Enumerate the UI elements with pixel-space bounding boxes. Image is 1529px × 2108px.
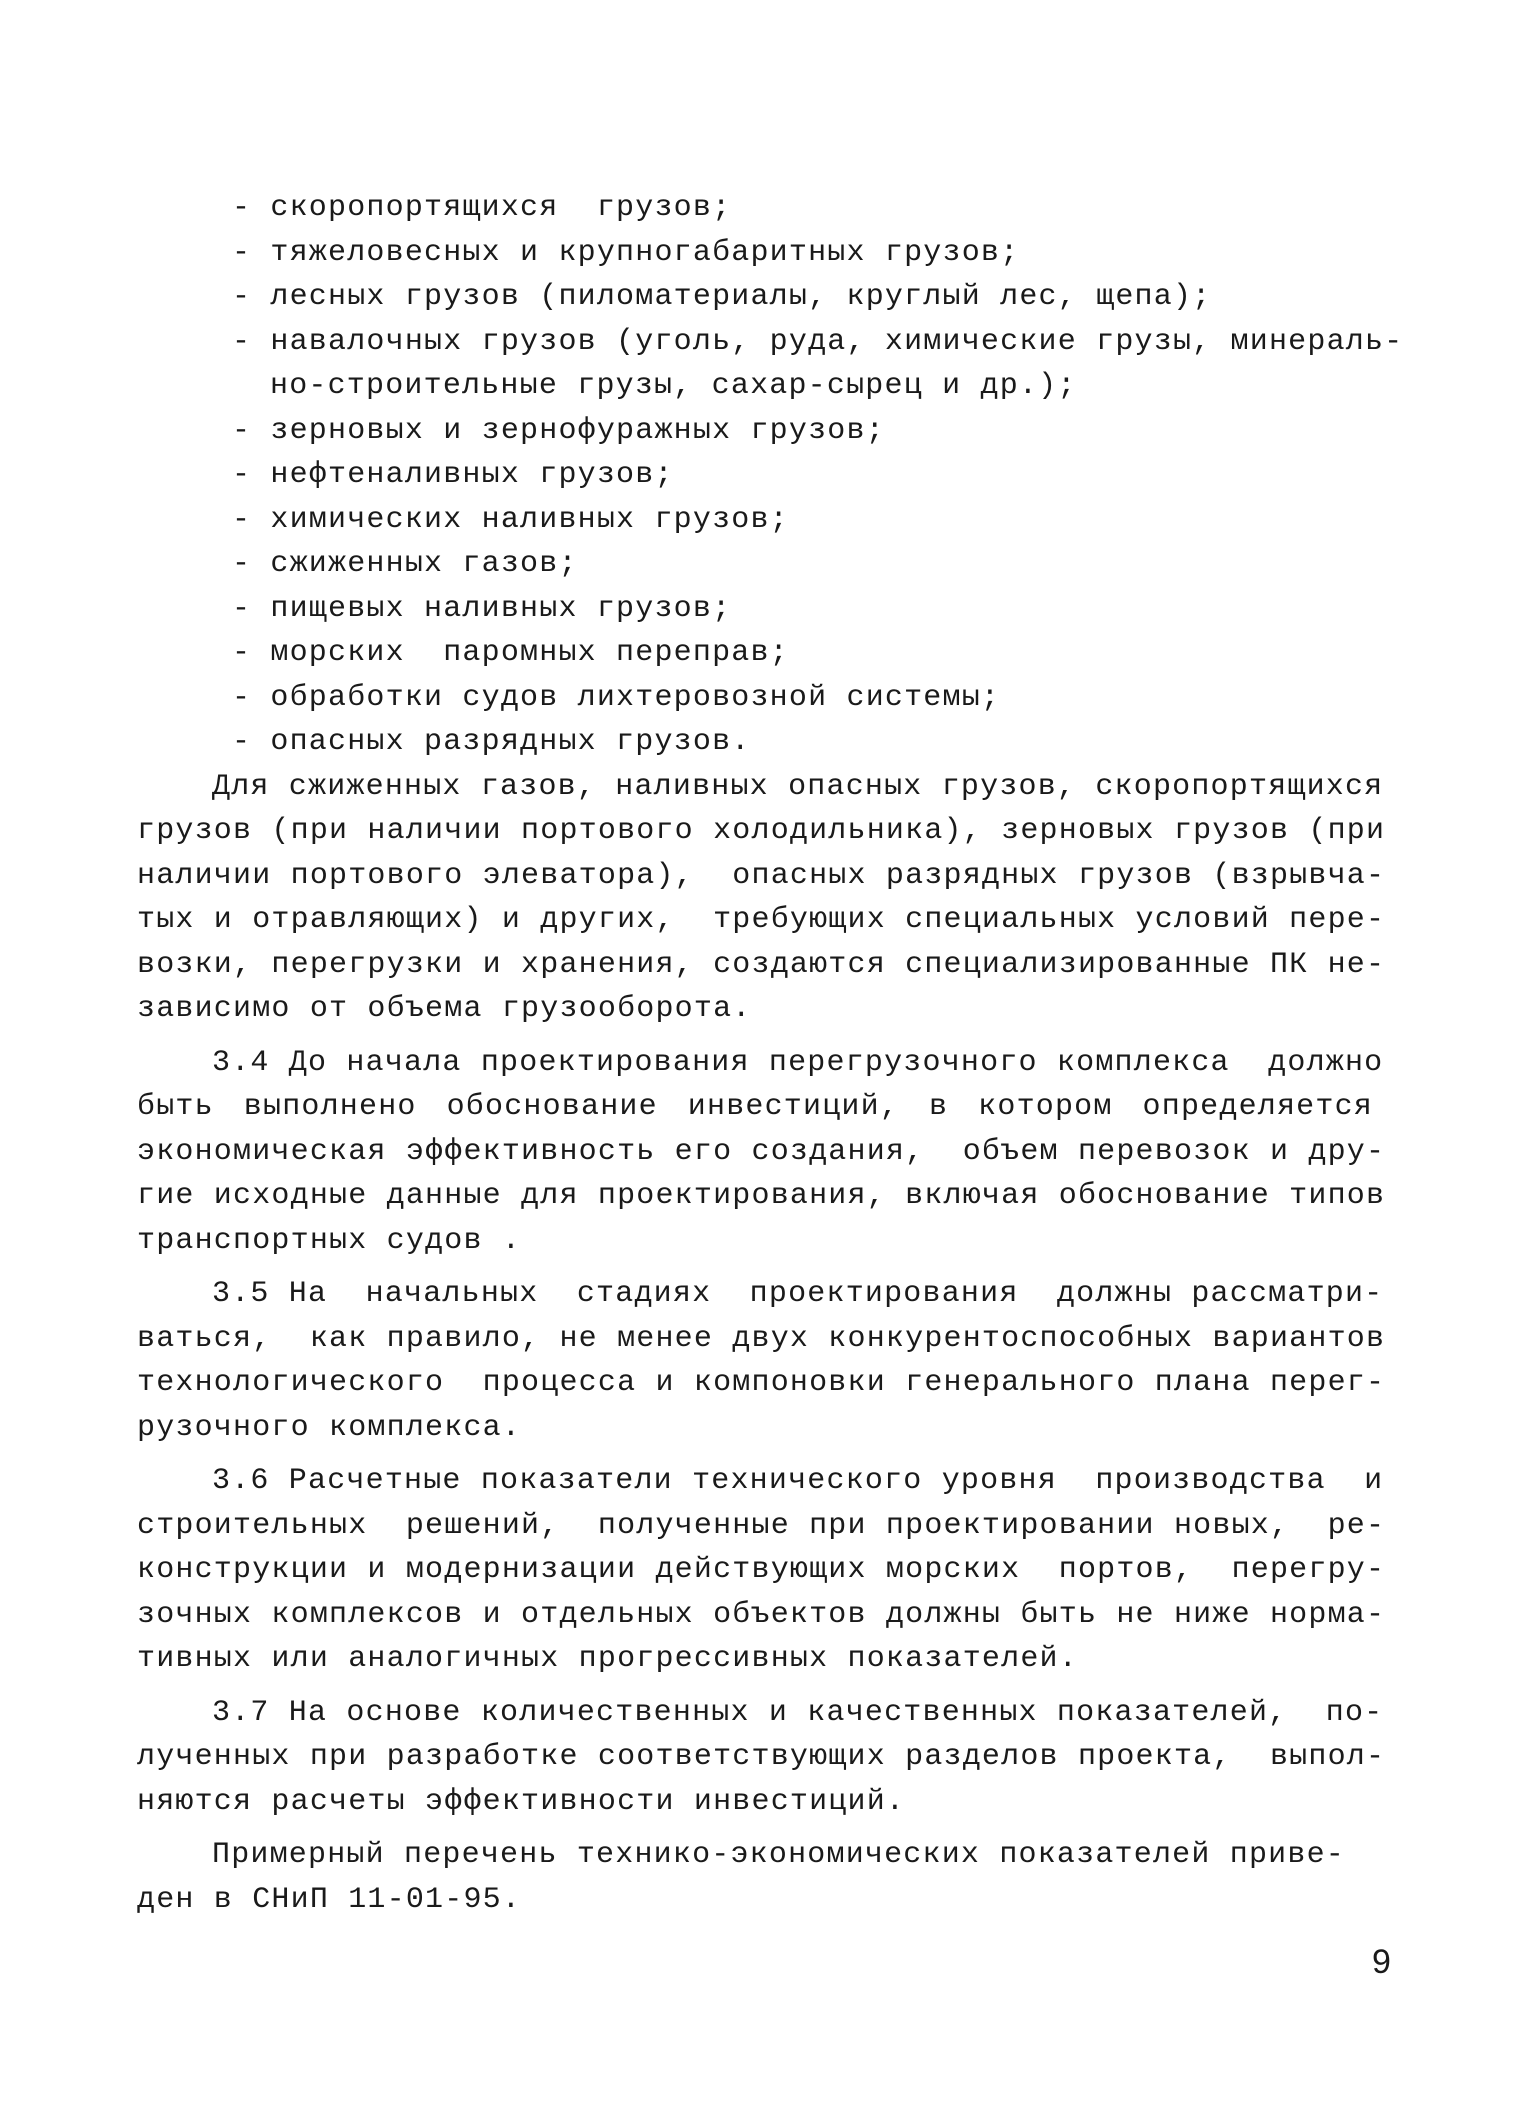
list-item: - опасных разрядных грузов. [232, 725, 751, 759]
paragraph-line: возки, перегрузки и хранения, создаются специализированные ПК не- [137, 948, 1386, 982]
paragraph-line: 3.4 До начала проектирования перегрузочного комплекса должно [212, 1046, 1384, 1080]
list-item: - химических наливных грузов; [232, 503, 789, 537]
paragraph-line: зочных комплексов и отдельных объектов должны быть не ниже норма- [137, 1598, 1386, 1632]
paragraph-line: лученных при разработке соответствующих разделов проекта, выпол- [137, 1740, 1386, 1774]
paragraph-line: грузов (при наличии портового холодильника), зерновых грузов (при [137, 814, 1386, 848]
list-item: - морских паромных переправ; [232, 636, 789, 670]
list-item: - нефтеналивных грузов; [232, 458, 674, 492]
paragraph-line: 3.7 На основе количественных и качественных показателей, по- [212, 1696, 1384, 1730]
paragraph-line: быть выполнено обоснование инвестиций, в котором определяется [137, 1090, 1373, 1124]
paragraph-line: тых и отравляющих) и других, требующих специальных условий пере- [137, 903, 1386, 937]
paragraph-line: наличии портового элеватора), опасных разрядных грузов (взрывча- [137, 859, 1386, 893]
list-item: - навалочных грузов (уголь, руда, химические грузы, минераль- [232, 325, 1404, 359]
paragraph-line: ден в СНиП 11-01-95. [137, 1883, 522, 1917]
paragraph-line: 3.6 Расчетные показатели технического уровня производства и [212, 1464, 1384, 1498]
paragraph-line: конструкции и модернизации действующих морских портов, перегру- [137, 1553, 1386, 1587]
list-item: - скоропортящихся грузов; [232, 191, 732, 225]
paragraph-line: ваться, как правило, не менее двух конкурентоспособных вариантов [137, 1322, 1386, 1356]
paragraph-line: технологического процесса и компоновки генерального плана перег- [137, 1366, 1386, 1400]
paragraph-line: экономическая эффективность его создания, объем перевозок и дру- [137, 1135, 1386, 1169]
paragraph-line: Для сжиженных газов, наливных опасных грузов, скоропортящихся [212, 770, 1384, 804]
paragraph-line: тивных или аналогичных прогрессивных показателей. [137, 1642, 1078, 1676]
page-number: 9 [1372, 1943, 1391, 1981]
list-item: - лесных грузов (пиломатериалы, круглый лес, щепа); [232, 280, 1212, 314]
list-item: - пищевых наливных грузов; [232, 592, 732, 626]
list-item: - обработки судов лихтеровозной системы; [232, 681, 1001, 715]
paragraph-line: гие исходные данные для проектирования, включая обоснование типов [137, 1179, 1386, 1213]
list-item: - зерновых и зернофуражных грузов; [232, 414, 885, 448]
paragraph-line: Примерный перечень технико-экономических показателей приве- [212, 1838, 1345, 1872]
list-item-continuation: но-строительные грузы, сахар-сырец и др.); [270, 369, 1077, 403]
list-item: - тяжеловесных и крупногабаритных грузов; [232, 236, 1020, 270]
paragraph-line: няются расчеты эффективности инвестиций. [137, 1785, 906, 1819]
paragraph-line: рузочного комплекса. [137, 1411, 522, 1445]
paragraph-line: зависимо от объема грузооборота. [137, 992, 752, 1026]
list-item: - сжиженных газов; [232, 547, 578, 581]
paragraph-line: транспортных судов . [137, 1224, 522, 1258]
paragraph-line: 3.5 На начальных стадиях проектирования должны рассматри- [212, 1277, 1384, 1311]
paragraph-line: строительных решений, полученные при проектировании новых, ре- [137, 1509, 1386, 1543]
